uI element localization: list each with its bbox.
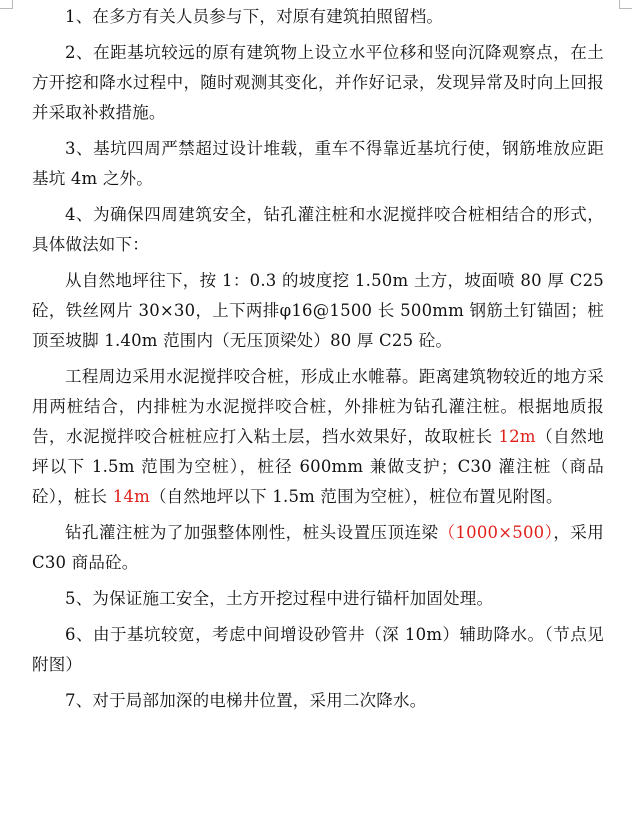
paragraph-item-6: 6、由于基坑较宽，考虑中间增设砂管井（深 10m）辅助降水。（节点见附图） [32,625,604,674]
paragraph-item-2: 2、在距基坑较远的原有建筑物上设立水平位移和竖向沉降观察点，在土方开挖和降水过程中，随时观测其变化，并作好记录，发现异常及时向上回报并采取补救措施。 [32,43,604,122]
pile-design-text-1: 工程周边采用水泥搅拌咬合桩，形成止水帷幕。距离建筑物较近的地方采用两桩结合，内排桩为水泥搅拌咬合桩，外排桩为钻孔灌注桩。根据地质报告，水泥搅拌咬合桩桩应打入粘土层，挡水效果好，故取桩长 [32,367,604,446]
paragraph-pile-design [32,362,604,512]
paragraph-item-3: 3、基坑四周严禁超过设计堆载，重车不得靠近基坑行使，钢筋堆放应距基坑 4m 之外。 [32,139,604,188]
paragraph-cap-beam [32,518,604,578]
pile-design-text-2: （自然地坪以下 1.5m 范围为空桩），桩径 600mm 兼做支护；C30 灌注桩（商品砼），桩长 [32,427,604,506]
paragraph-item-5: 5、为保证施工安全，土方开挖过程中进行锚杆加固处理。 [65,589,494,608]
cap-beam-text-1: 钻孔灌注桩为了加强整体刚性，桩头设置压顶连梁 [65,523,439,542]
page-corner-mark-left [0,0,13,9]
pile-length-14m: 14m [112,487,150,506]
pile-length-12m: 12m [498,427,536,446]
pile-design-text-3: （自然地坪以下 1.5m 范围为空桩），桩位布置见附图。 [149,487,563,506]
paragraph-item-7: 7、对于局部加深的电梯井位置，采用二次降水。 [65,691,427,710]
paragraph-item-1: 1、在多方有关人员参与下，对原有建筑拍照留档。 [65,7,444,26]
cap-beam-size: （1000×500） [438,523,554,542]
paragraph-slope-method: 从自然地坪往下，按 1：0.3 的坡度挖 1.50m 土方，坡面喷 80 厚 C25 砼，铁丝网片 30×30，上下两排φ16@1500 长 500mm 钢筋土钉锚固；桩顶至坡脚 1.40m 范围内（无压顶梁处）80 厚 C25 砼。 [32,271,604,350]
paragraph-item-4: 4、为确保四周建筑安全，钻孔灌注桩和水泥搅拌咬合桩相结合的形式，具体做法如下： [32,205,604,254]
document-body [32,2,604,722]
cap-beam-text-2: ，采用 C30 商品砼。 [32,523,604,572]
page-corner-mark-right [619,0,632,9]
